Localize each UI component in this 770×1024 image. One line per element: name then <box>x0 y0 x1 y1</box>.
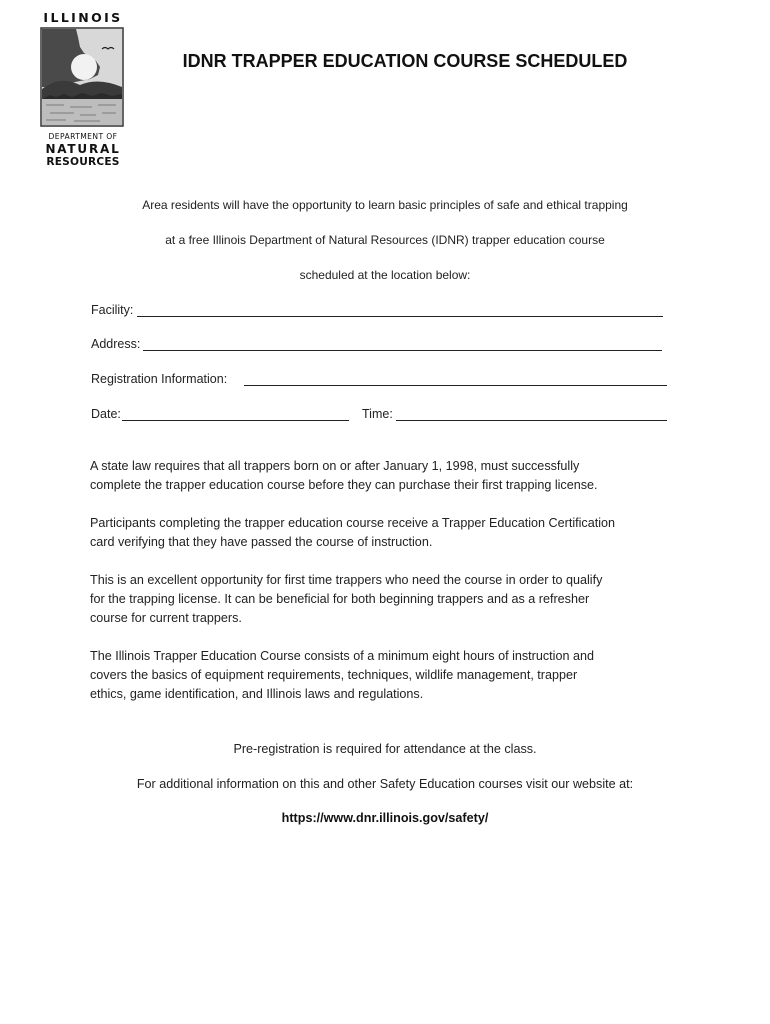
paragraph-line: The Illinois Trapper Education Course consists of a minimum eight hours of instruction and <box>90 649 594 663</box>
address-line <box>143 350 662 351</box>
paragraph-line: This is an excellent opportunity for first time trappers who need the course in order to qualify <box>90 573 603 587</box>
registration-line <box>244 385 667 386</box>
logo-natural-text: NATURAL <box>45 142 121 156</box>
paragraph-course-content <box>90 647 690 704</box>
registration-label: Registration Information: <box>91 372 228 386</box>
intro-line-1: Area residents will have the opportunity to learn basic principles of safe and ethical trapping <box>142 198 628 212</box>
paragraph-line: covers the basics of equipment requirements, techniques, wildlife management, trapper <box>90 668 578 682</box>
time-label: Time: <box>362 407 393 421</box>
intro-line-3: scheduled at the location below: <box>299 268 471 282</box>
time-line <box>396 420 667 421</box>
more-info-note: For additional information on this and other Safety Education courses visit our website at: <box>136 777 634 791</box>
date-line <box>122 420 349 421</box>
safety-website-link[interactable]: https://www.dnr.illinois.gov/safety/ <box>281 811 489 825</box>
logo-illinois-text: ILLINOIS <box>43 10 123 25</box>
paragraph-opportunity <box>90 571 690 628</box>
paragraph-line: complete the trapper education course before they can purchase their first trapping license. <box>90 478 598 492</box>
paragraph-line: card verifying that they have passed the course of instruction. <box>90 535 433 549</box>
paragraph-certification <box>90 514 690 552</box>
date-label: Date: <box>91 407 121 421</box>
paragraph-state-law <box>90 457 690 495</box>
paragraph-line: A state law requires that all trappers born on or after January 1, 1998, must successfully <box>90 459 580 473</box>
logo-resources-text: RESOURCES <box>46 156 120 168</box>
page-title: IDNR TRAPPER EDUCATION COURSE SCHEDULED <box>182 51 628 71</box>
paragraph-line: ethics, game identification, and Illinois laws and regulations. <box>90 687 424 701</box>
paragraph-line: course for current trappers. <box>90 611 242 625</box>
address-label: Address: <box>91 337 141 351</box>
intro-line-2: at a free Illinois Department of Natural Resources (IDNR) trapper education course <box>165 233 605 247</box>
idnr-logo <box>38 10 128 168</box>
facility-label: Facility: <box>91 303 134 317</box>
facility-line <box>137 316 663 317</box>
logo-landscape-icon <box>40 27 124 127</box>
paragraph-line: Participants completing the trapper education course receive a Trapper Education Certification <box>90 516 616 530</box>
paragraph-line: for the trapping license. It can be beneficial for both beginning trappers and as a refresher <box>90 592 590 606</box>
logo-department-text: DEPARTMENT OF <box>48 132 118 141</box>
preregistration-note: Pre-registration is required for attendance at the class. <box>233 742 537 756</box>
